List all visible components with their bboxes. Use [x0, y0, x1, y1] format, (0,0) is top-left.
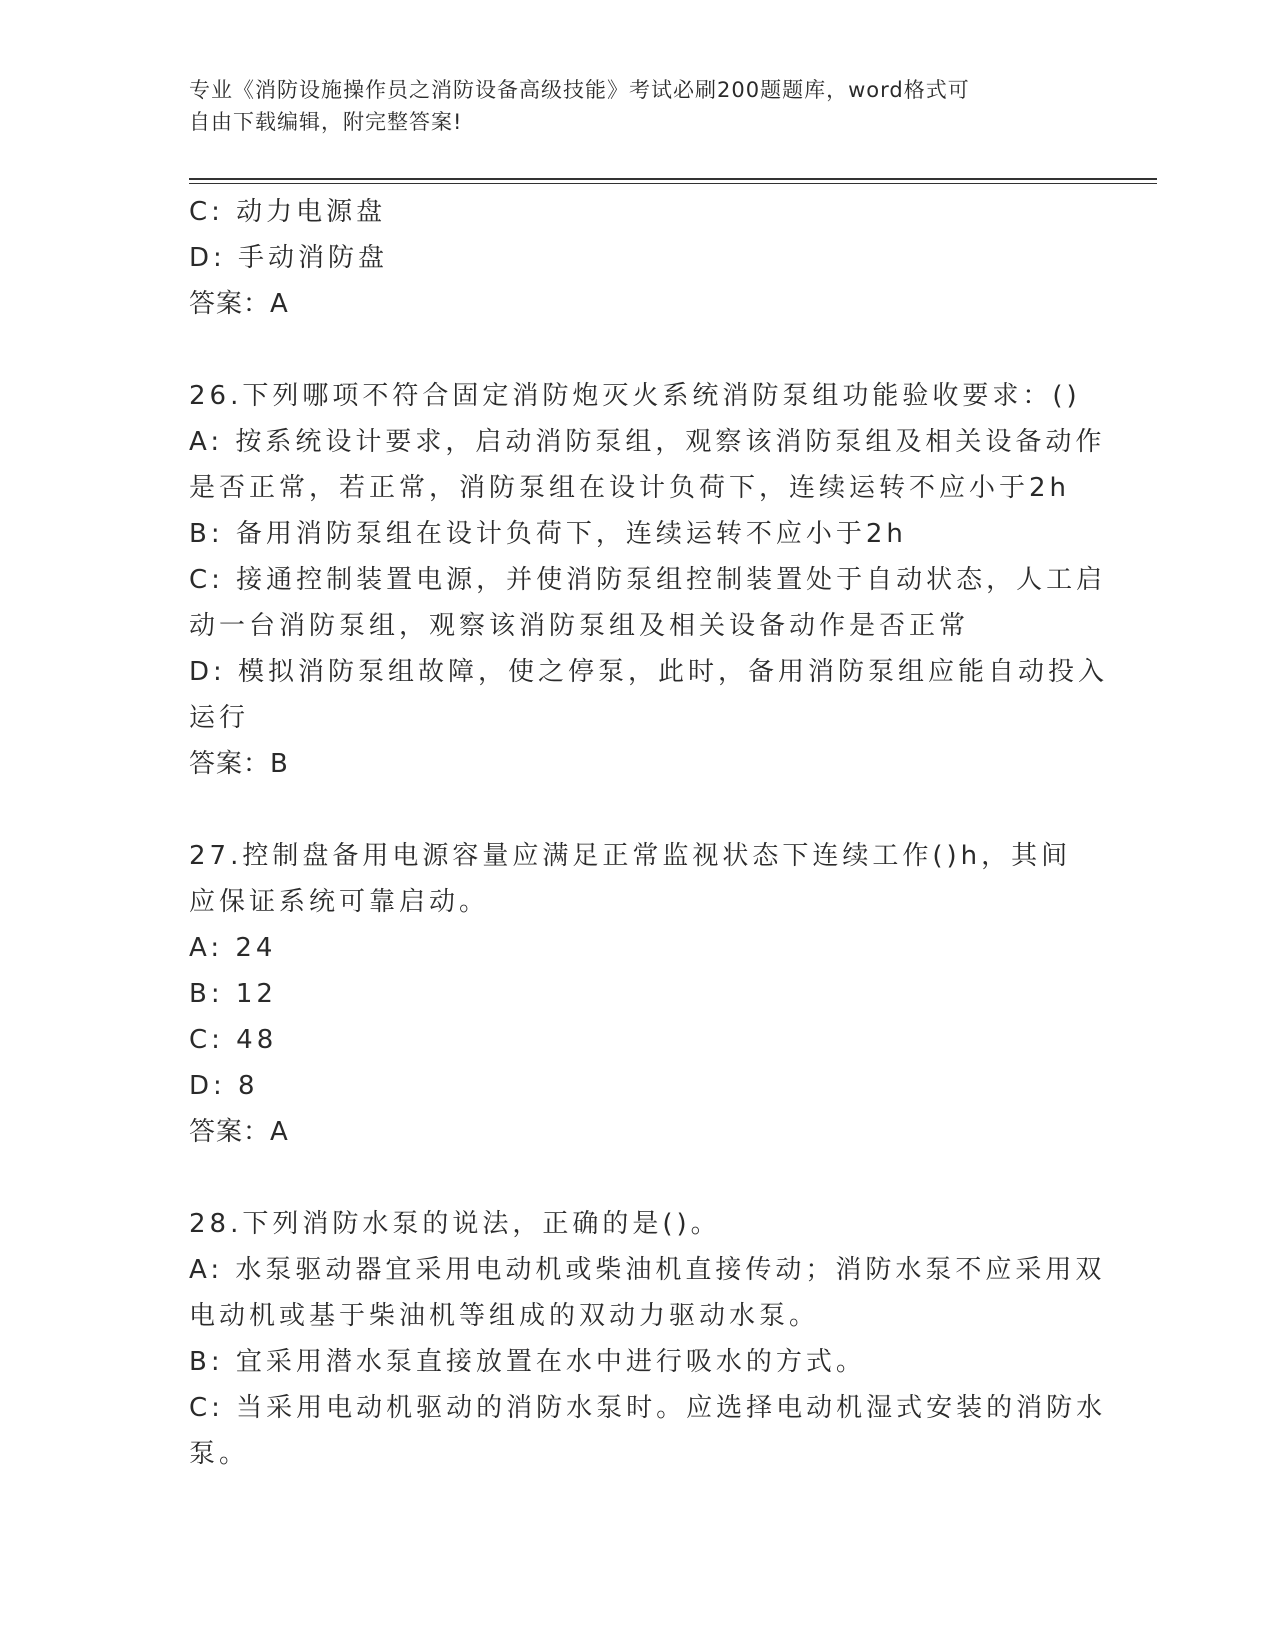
header-divider-thick [189, 178, 1157, 180]
option-c-continued: 动一台消防泵组，观察该消防泵组及相关设备动作是否正常 [189, 611, 970, 641]
question-content [189, 189, 1109, 1477]
option-b: B: 备用消防泵组在设计负荷下，连续运转不应小于2h [189, 519, 907, 549]
answer-line: 答案：A [189, 1117, 289, 1147]
spacer [189, 327, 1089, 373]
option-c: C: 48 [189, 1025, 278, 1055]
question-27 [189, 833, 1089, 1155]
spacer [189, 787, 1089, 833]
answer-line: 答案：B [189, 749, 289, 779]
question-26 [189, 373, 1109, 787]
question-28 [189, 1201, 1107, 1477]
option-b: B: 宜采用潜水泵直接放置在水中进行吸水的方式。 [189, 1347, 866, 1377]
option-d: D: 模拟消防泵组故障，使之停泵，此时，备用消防泵组应能自动投入 [189, 657, 1109, 687]
spacer [189, 1155, 1089, 1201]
question-stem-continued: 应保证系统可靠启动。 [189, 887, 490, 917]
option-a: A: 按系统设计要求，启动消防泵组，观察该消防泵组及相关设备动作 [189, 427, 1106, 457]
option-c: C: 接通控制装置电源，并使消防泵组控制装置处于自动状态，人工启 [189, 565, 1107, 595]
option-d: D: 手动消防盘 [189, 243, 389, 273]
option-c: C: 当采用电动机驱动的消防水泵时。应选择电动机湿式安装的消防水 [189, 1393, 1107, 1423]
answer-line: 答案：A [189, 289, 289, 319]
page-header [189, 74, 1089, 138]
header-divider-thin [189, 183, 1157, 184]
option-b: B: 12 [189, 979, 277, 1009]
option-a-continued: 电动机或基于柴油机等组成的双动力驱动水泵。 [189, 1301, 820, 1331]
header-title-line-1: 专业《消防设施操作员之消防设备高级技能》考试必刷200题题库，word格式可 [189, 78, 970, 102]
option-c-continued: 泵。 [189, 1439, 250, 1469]
question-stem: 26.下列哪项不符合固定消防炮灭火系统消防泵组功能验收要求：() [189, 381, 1081, 411]
question-stem: 27.控制盘备用电源容量应满足正常监视状态下连续工作()h，其间 [189, 841, 1072, 871]
option-d-continued: 运行 [189, 703, 250, 733]
header-title-line-2: 自由下载编辑，附完整答案! [189, 110, 463, 134]
option-a-continued: 是否正常，若正常，消防泵组在设计负荷下，连续运转不应小于2h [189, 473, 1071, 503]
option-d: D: 8 [189, 1071, 259, 1101]
option-a: A: 水泵驱动器宜采用电动机或柴油机直接传动；消防水泵不应采用双 [189, 1255, 1106, 1285]
question-25-tail [189, 189, 1089, 327]
question-stem: 28.下列消防水泵的说法，正确的是()。 [189, 1209, 721, 1239]
option-a: A: 24 [189, 933, 277, 963]
option-c: C: 动力电源盘 [189, 197, 387, 227]
